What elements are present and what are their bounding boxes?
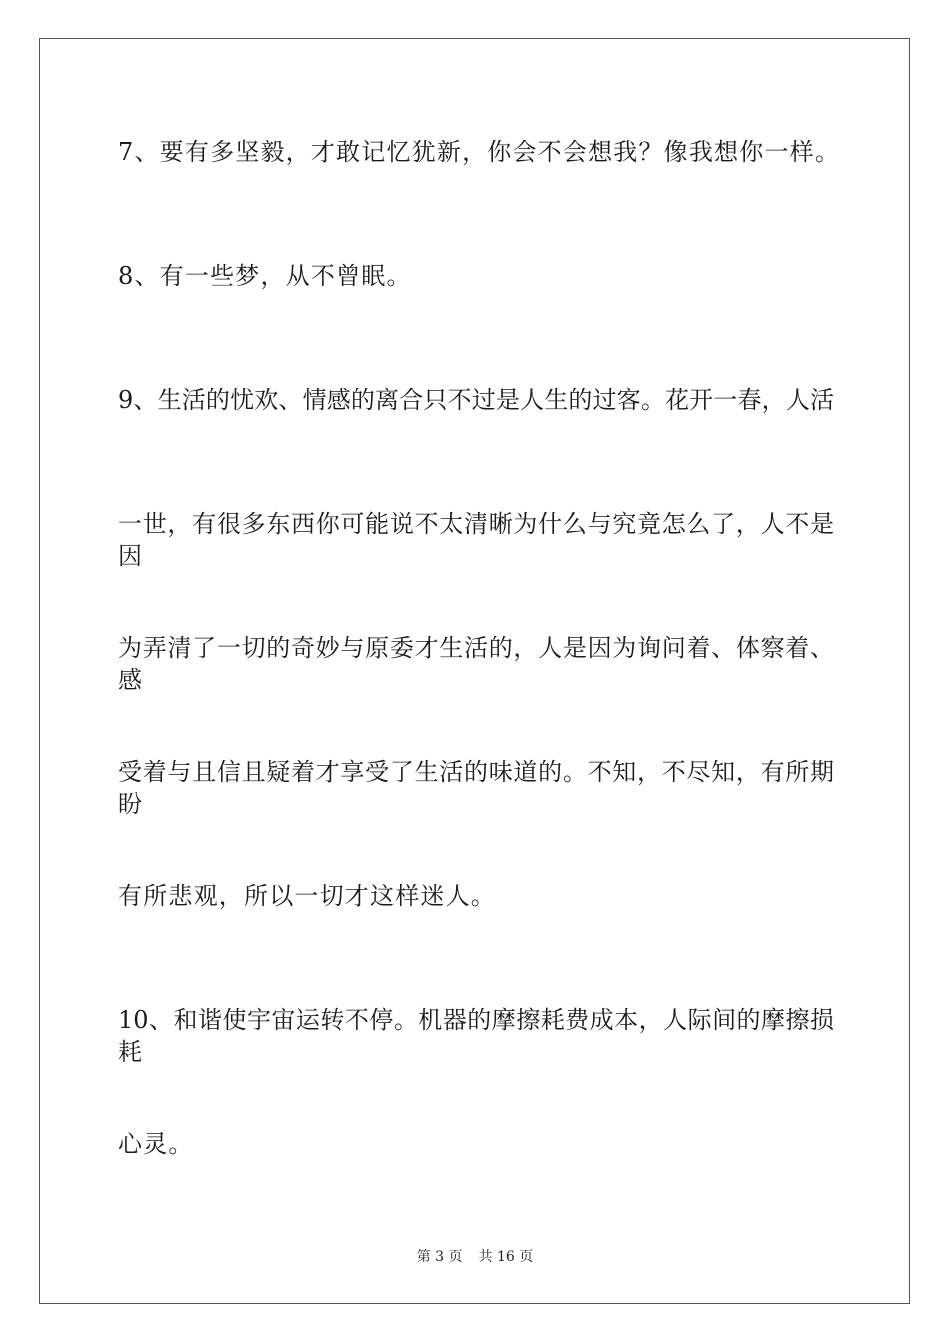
text-line: 9、生活的忧欢、情感的离合只不过是人生的过客。花开一春，人活 xyxy=(118,386,834,414)
text-line: 7、要有多坚毅，才敢记忆犹新，你会不会想我？像我想你一样。 xyxy=(118,138,841,166)
text-line: 一世，有很多东西你可能说不太清晰为什么与究竟怎么了，人不是因 xyxy=(118,510,834,570)
page-number: 第 3 页 xyxy=(416,1249,463,1265)
text-line: 心灵。 xyxy=(118,1130,194,1158)
text-line: 有所悲观，所以一切才这样迷人。 xyxy=(118,882,496,910)
text-line: 10、和谐使宇宙运转不停。机器的摩擦耗费成本，人际间的摩擦损耗 xyxy=(118,1006,834,1066)
text-line: 8、有一些梦，从不曾眠。 xyxy=(118,262,412,290)
text-line: 受着与且信且疑着才享受了生活的味道的。不知，不尽知，有所期盼 xyxy=(118,758,834,818)
text-line: 为弄清了一切的奇妙与原委才生活的，人是因为询问着、体察着、感 xyxy=(118,634,834,694)
page-footer xyxy=(0,1248,950,1266)
page-total: 共 16 页 xyxy=(478,1249,534,1265)
